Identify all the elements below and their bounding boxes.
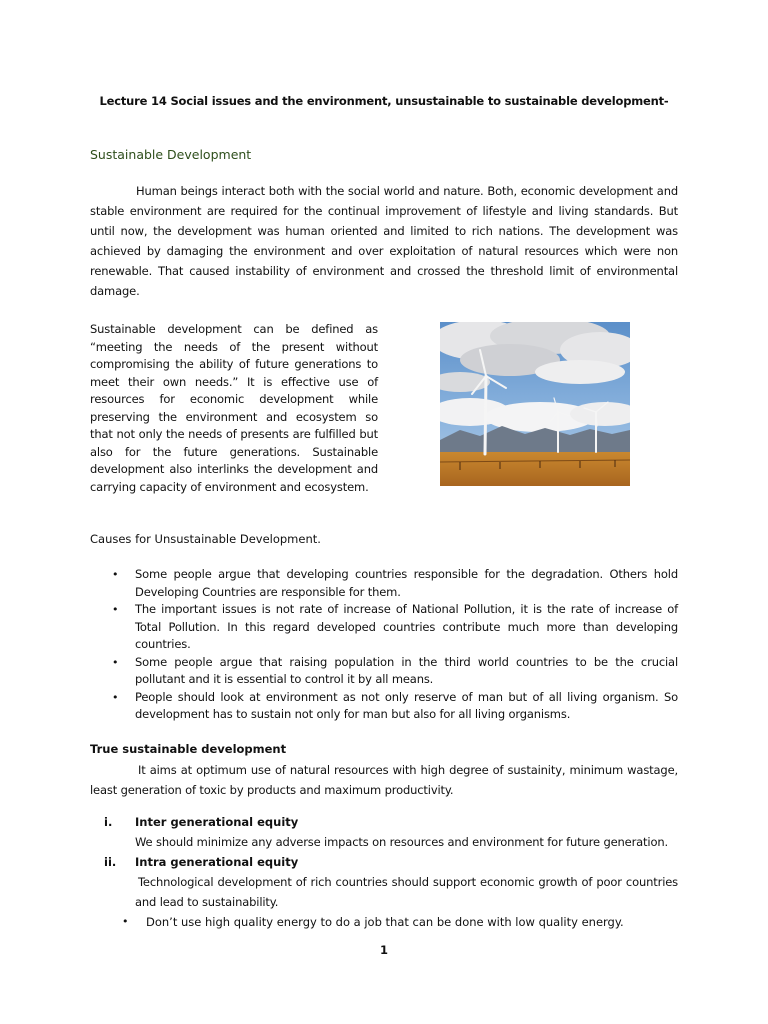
list-item: • Some people argue that raising population in the third world countries to be the crucial pollutant and it is essential to control it by all means. (112, 654, 678, 686)
list-item-body: Technological development of rich countries should support economic growth of poor countries and lead to sustainability. (135, 875, 678, 909)
true-sd-paragraph: It aims at optimum use of natural resources with high degree of sustainity, minimum wastage, least generation of toxic by products and maximum productivity. (90, 763, 678, 797)
list-item-body: We should minimize any adverse impacts on resources and environment for future generation. (135, 835, 668, 849)
list-number: i. (104, 815, 113, 829)
bullet-icon: • (122, 915, 129, 928)
energy-bullet: • Don’t use high quality energy to do a job that can be done with low quality energy. (90, 912, 678, 932)
bullet-icon: • (112, 568, 119, 581)
wind-turbines-photo (440, 322, 630, 486)
intro-paragraph: Human beings interact both with the social world and nature. Both, economic development and stable environment are required for the continual improvement of lifestyle and living standards. But until now, the development was human oriented and limited to rich nations. The development was achieved by damaging the environment and over exploitation of natural resources which were non renewable. That caused instability of environment and crossed the threshold limit of environmental damage. (90, 184, 678, 298)
bullet-icon: • (112, 603, 119, 616)
definition-paragraph: Sustainable development can be defined as “meeting the needs of the present without compromising the ability of future generations to meet their own needs.” It is effective use of resources for economic development while preserving the environment and ecosystem so that not only the needs of presents are fulfilled but also for the future generations. Sustainable development also interlinks the development and carrying capacity of environment and ecosystem. (90, 322, 378, 494)
page-number: 1 (379, 943, 388, 957)
section-heading-sustainable-development: Sustainable Development (90, 147, 252, 162)
list-item: • The important issues is not rate of increase of National Pollution, it is the rate of increase of Total Pollution. In this regard developed countries contribute much more than developing countries. (112, 602, 678, 651)
bullet-icon: • (112, 690, 119, 704)
causes-heading: Causes for Unsustainable Development. (90, 532, 321, 546)
list-item-title: Intra generational equity (135, 855, 299, 869)
causes-list (90, 566, 678, 724)
equity-list (90, 812, 678, 912)
list-item: • Some people argue that developing countries responsible for the degradation. Others hold Developing Countries are responsible for them. (112, 567, 678, 599)
bullet-icon: • (112, 655, 119, 669)
list-item (90, 852, 678, 912)
list-number: ii. (104, 855, 117, 869)
lecture-title: Lecture 14 Social issues and the environment, unsustainable to sustainable development- (99, 94, 669, 108)
list-item: • People should look at environment as not only reserve of man but of all living organism. So development has to sustain not only for man but also for all living organisms. (112, 689, 678, 721)
true-sd-heading: True sustainable development (90, 742, 287, 756)
list-item-title: Inter generational equity (135, 815, 299, 829)
list-item (90, 812, 678, 852)
